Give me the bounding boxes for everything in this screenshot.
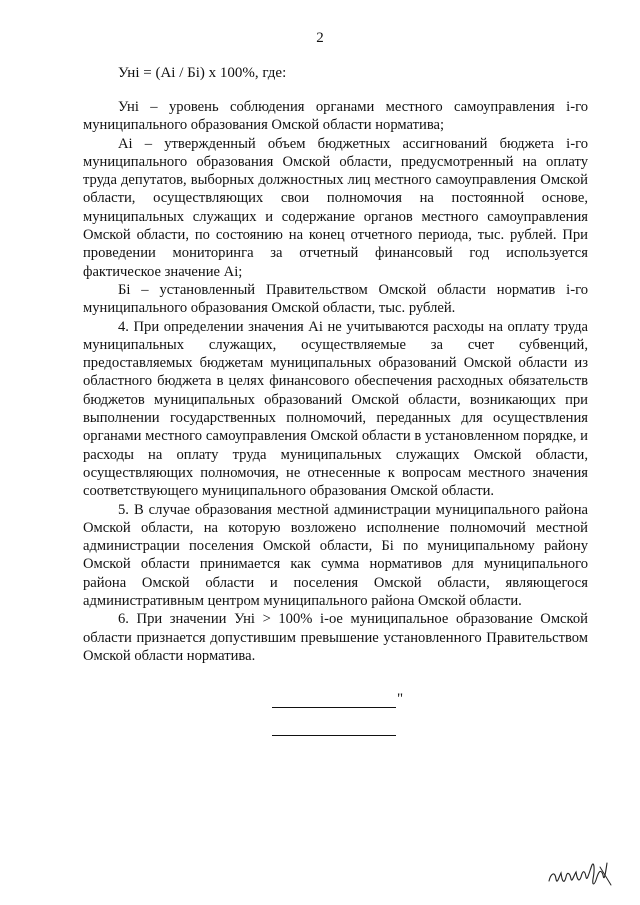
- signature-icon: [545, 855, 615, 893]
- paragraph-item-5: 5. В случае образования местной администрации муниципального района Омской области, на которую возложено исполнение полномочий местной администрации поселения Омской области, Бі по муниципальному району Омской области принимается как сумма нормативов для муниципального района Омской области и поселения Омской области, являющегося административным центром муниципального района Омской области.: [83, 501, 588, 610]
- paragraph-uni-definition: Уні – уровень соблюдения органами местного самоуправления і-го муниципального образования Омской области норматива;: [83, 99, 588, 134]
- closing-block: [272, 691, 412, 775]
- formula: Уні = (Аі / Бі) х 100%, где:: [118, 65, 287, 81]
- paragraph-ai-definition: Аі – утвержденный объем бюджетных ассигнований бюджета і-го муниципального образования Омской области, предусмотренный на оплату труда депутатов, выборных должностных лиц местного самоуправления Омской области, осуществляющих свои полномочия на постоянной основе, муниципальных служащих и содержание органов местного самоуправления Омской области, по состоянию на конец отчетного периода, тыс. рублей. При проведении мониторинга за отчетный финансовый год используется фактическое значение Аі;: [83, 135, 588, 280]
- paragraph-bi-definition: Бі – установленный Правительством Омской области норматив і-го муниципального образования Омской области, тыс. рублей.: [83, 281, 588, 317]
- closing-rule-bottom: [272, 735, 396, 736]
- closing-quote: ": [397, 691, 404, 707]
- paragraph-item-4: 4. При определении значения Аі не учитываются расходы на оплату труда муниципальных служащих, осуществляемые за счет субвенций, предоставляемых бюджетам муниципальных образований Омской области из областного бюджета в целях финансового обеспечения расходных обязательств бюджетов муниципальных образований Омской области, возникающих при выполнении государственных полномочий, переданных для осуществления органами местного самоуправления Омской области в установленном порядке, и расходы на оплату труда муниципальных служащих Омской области, осуществляющих полномочия, не отнесенные к вопросам местного значения соответствующего муниципального образования Омской области.: [83, 318, 588, 500]
- body-text: [83, 98, 588, 665]
- page-number: 2: [316, 30, 324, 46]
- closing-rule-top: [272, 707, 396, 708]
- paragraph-item-6: 6. При значении Уні > 100% і-ое муниципальное образование Омской области признается допустившим превышение установленного Правительством Омской области норматива.: [83, 611, 588, 664]
